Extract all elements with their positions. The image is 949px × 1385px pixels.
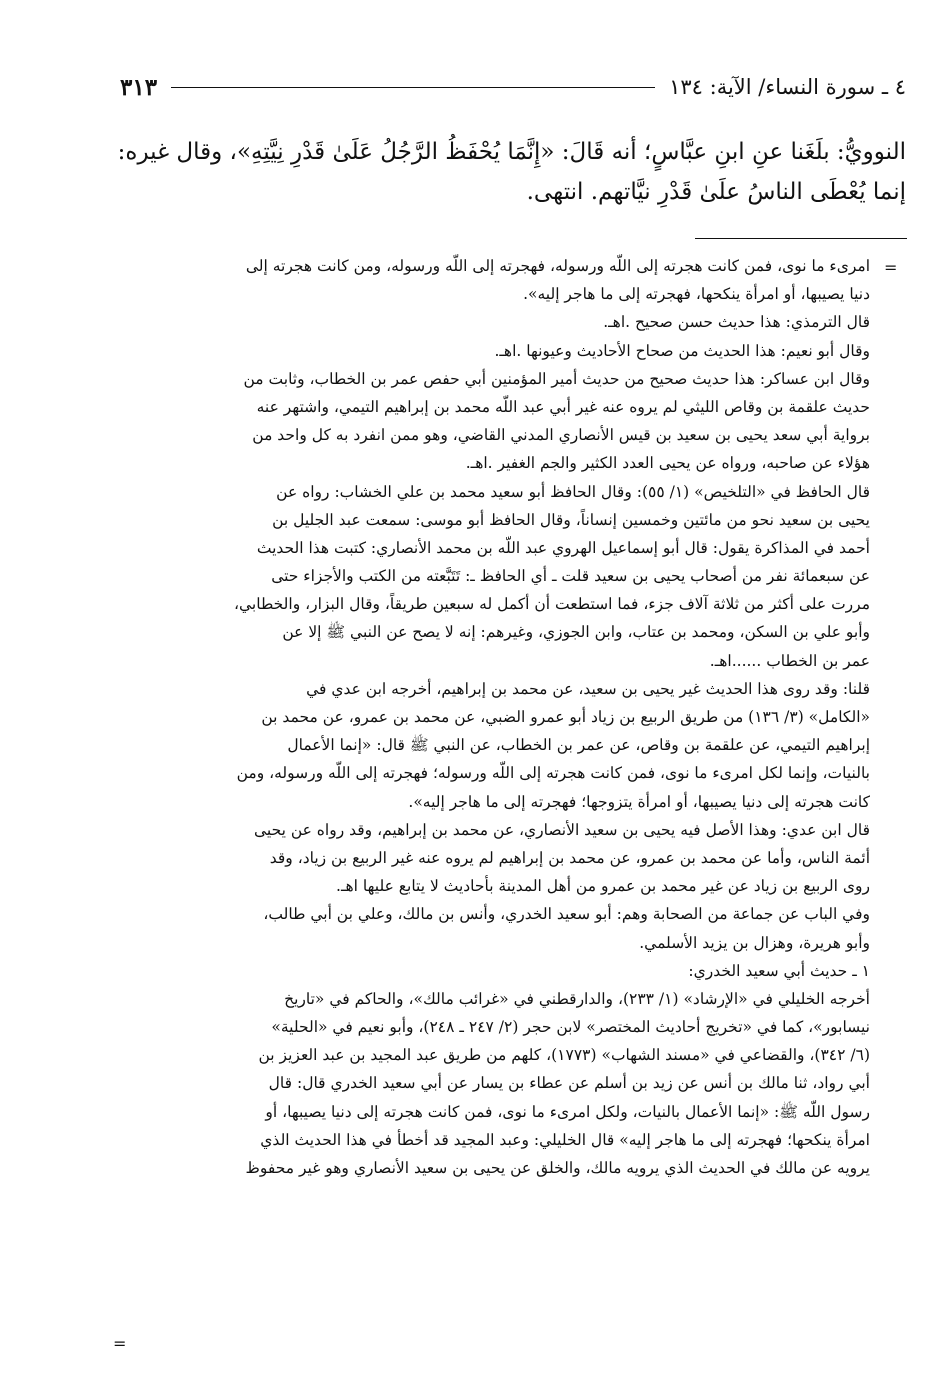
footnote-line: وقال أبو نعيم: هذا الحديث من صحاح الأحاديث وعيونها .اهـ.: [494, 341, 870, 360]
header-title: ٤ ـ سورة النساء/ الآية: ١٣٤: [669, 75, 906, 99]
footnote-line: روى الربيع بن زياد عن غير محمد بن عمرو من أهل المدينة بأحاديث لا يتابع عليها اهـ.: [336, 877, 870, 896]
footnote-line: قلنا: وقد روى هذا الحديث غير يحيى بن سعيد، عن محمد بن إبراهيم، أخرجه ابن عدي في: [306, 679, 870, 698]
footnote-line: ١ ـ حديث أبي سعيد الخدري:: [688, 961, 870, 980]
footnote-line: «الكامل» (٣/ ١٣٦) من طريق الربيع بن زياد أبو عمرو الضبي، عن محمد بن عمرو، عن محمد بن: [261, 708, 870, 726]
footnotes: [130, 252, 870, 1182]
main-text: [108, 132, 906, 212]
running-header: [120, 70, 906, 104]
footnote-line: يحيى بن سعيد نحو من مائتين وخمسين إنساناً، وقال الحافظ أبو موسى: سمعت عبد الجليل بن: [272, 510, 870, 529]
footnote-line: وأبو هريرة، وهزال بن يزيد الأسلمي.: [639, 933, 870, 952]
footnote-line: (٦/ ٣٤٢)، والقضاعي في «مسند الشهاب» (١٧٧٣)، كلهم من طريق عبد المجيد بن عبد العزيز بن: [258, 1046, 870, 1065]
footnote-line: مررت على أكثر من ثلاثة آلاف جزء، فما استطعت أن أكمل له سبعين طريقاً، وقال البزار، والخطابي،: [234, 595, 870, 614]
footnote-line: كانت هجرته إلى دنيا يصيبها، أو امرأة يتزوجها؛ فهجرته إلى ما هاجر إليه».: [408, 792, 870, 811]
main-text-line: إنما يُعْطَى الناسُ علَىٰ قَدْرِ نيَّاتهم. انتهى.: [526, 179, 906, 205]
footnote-line: رسول اللّه ﷺ: «إنما الأعمال بالنيات، ولكل امرىء ما نوى، فمن كانت هجرته إلى دنيا يصيبها، أو: [265, 1102, 870, 1121]
footnote-line: امرأة ينكحها؛ فهجرته إلى ما هاجر إليه» قال الخليلي: وعبد المجيد قد أخطأ في هذا الحديث الذي: [260, 1130, 870, 1149]
footnote-line: وقال ابن عساكر: هذا حديث صحيح من حديث أمير المؤمنين أبي حفص عمر بن الخطاب، وثابت من: [243, 369, 870, 388]
page-number: ٣١٣: [120, 73, 158, 101]
footnote-line: أحمد في المذاكرة يقول: قال أبو إسماعيل الهروي عبد اللّه بن محمد الأنصاري: كتبت هذا الحديث: [256, 538, 870, 557]
footnote-line: برواية أبي سعد يحيى بن سعيد بن قيس الأنصاري المدني القاضي، وهو ممن انفرد به كل واحد من: [252, 426, 870, 445]
footnote-separator: [695, 238, 907, 239]
footnote-continuation-mark-start: =: [884, 258, 898, 277]
footnote-line: دنيا يصيبها، أو امرأة ينكحها، فهجرته إلى ما هاجر إليه».: [523, 285, 870, 304]
footnote-line: عمر بن الخطاب ......اهـ.: [709, 651, 870, 670]
footnote-line: وأبو علي بن السكن، ومحمد بن عتاب، وابن الجوزي، وغيرهم: إنه لا يصح عن النبي ﷺ إلا عن: [282, 623, 870, 642]
footnote-line: بالنيات، وإنما لكل امرىء ما نوى، فمن كانت هجرته إلى اللّه ورسوله؛ فهجرته إلى اللّه ورسوله، ومن: [236, 764, 870, 783]
footnote-line: قال الترمذي: هذا حديث حسن صحيح .اهـ.: [603, 313, 870, 332]
footnote-line: قال ابن عدي: وهذا الأصل فيه يحيى بن سعيد الأنصاري، عن محمد بن إبراهيم، وقد رواه عن يحيى: [253, 820, 870, 839]
footnote-line: حديث علقمة بن وقاص الليثي لم يروه عنه غير أبي عبد اللّه محمد بن إبراهيم التيمي، واشتهر عنه: [256, 397, 870, 416]
header-rule: [171, 87, 655, 88]
footnote-line: نيسابور»، كما في «تخريج أحاديث المختصر» لابن حجر (٢/ ٢٤٧ ـ ٢٤٨)، وأبو نعيم في «الحلية»: [271, 1018, 870, 1037]
footnote-line: أئمة الناس، وأما عن محمد بن عمرو، عن محمد بن إبراهيم لم يروه عنه غير الربيع بن زياد، وقد: [269, 848, 870, 867]
main-text-line: النوويُّ: بلَغَنا عنِ ابنِ عبَّاسٍ؛ أنه قَالَ: «إِنَّمَا يُحْفَظُ الرَّجُلُ عَلَىٰ قَدْرِ نِيَّتِهِ»، وقال غيره:: [117, 139, 906, 165]
footnote-line: أبي رواد، ثنا مالك بن أنس عن زيد بن أسلم عن عطاء بن يسار عن أبي سعيد الخدري قال: قال: [268, 1074, 870, 1093]
footnote-line: وفي الباب عن جماعة من الصحابة وهم: أبو سعيد الخدري، وأنس بن مالك، وعلي بن أبي طالب،: [263, 905, 870, 924]
footnote-line: عن سبعمائة نفر من أصحاب يحيى بن سعيد قلت ـ أي الحافظ ـ: تَتَبَّعته من الكتب والأجزاء حتى: [271, 567, 870, 586]
footnote-line: هؤلاء عن صاحبه، ورواه عن يحيى العدد الكثير والجم الغفير .اهـ.: [465, 454, 870, 473]
footnote-line: امرىء ما نوى، فمن كانت هجرته إلى اللّه ورسوله، فهجرته إلى اللّه ورسوله، ومن كانت هجرته إلى: [245, 257, 870, 275]
footnote-line: أخرجه الخليلي في «الإرشاد» (١/ ٢٣٣)، والدارقطني في «غرائب مالك»، والحاكم في «تاريخ: [284, 989, 870, 1008]
footnote-line: يرويه عن مالك في الحديث الذي يرويه مالك، والخلق عن يحيى بن سعيد الأنصاري وهو غير محفوظ: [245, 1159, 870, 1177]
footnote-line: إبراهيم التيمي، عن علقمة بن وقاص، عن عمر بن الخطاب، عن النبي ﷺ قال: «إنما الأعمال: [287, 736, 870, 755]
footnote-line: قال الحافظ في «التلخيص» (١/ ٥٥): وقال الحافظ أبو سعيد محمد بن علي الخشاب: رواه عن: [276, 482, 870, 501]
footnote-continuation-mark-end: =: [113, 1334, 127, 1353]
